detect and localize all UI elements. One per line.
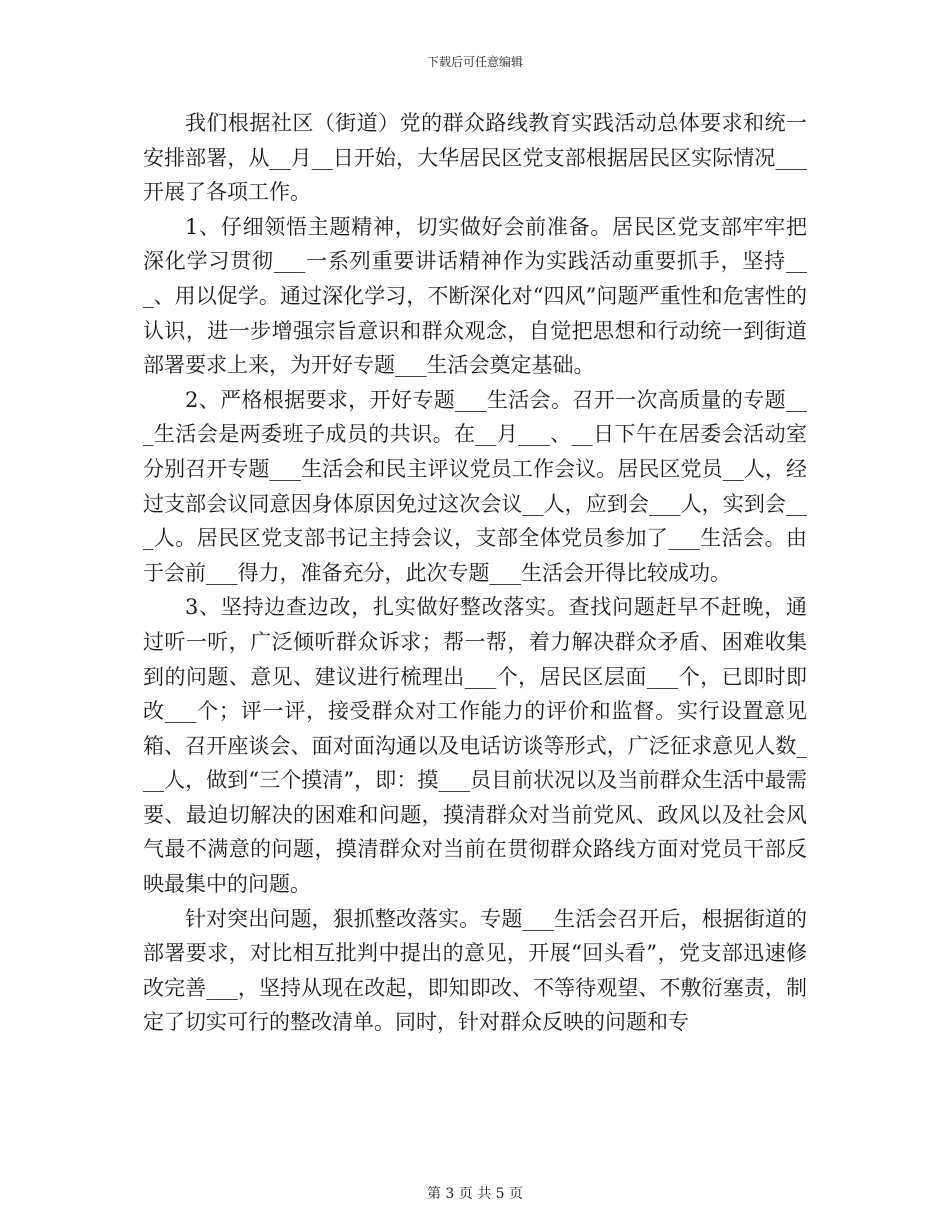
document-body	[143, 106, 807, 1040]
paragraph-intro: 我们根据社区（街道）党的群众路线教育实践活动总体要求和统一安排部署，从__月__日开始，大华居民区党支部根据居民区实际情况___开展了各项工作。	[143, 111, 807, 205]
paragraph-2: 2、严格根据要求，开好专题___生活会。召开一次高质量的专题___生活会是两委班子成员的共识。在__月___、__日下午在居委会活动室分别召开专题___生活会和民主评议党员工作会议。居民区党员__人，经过支部会议同意因身体原因免过这次会议__人，应到会___人，实到会___人。居民区党支部书记主持会议，支部全体党员参加了___生活会。由于会前___得力，准备充分，此次专题___生活会开得比较成功。	[143, 387, 807, 585]
paragraph-3: 3、坚持边查边改，扎实做好整改落实。查找问题赶早不赶晚，通过听一听，广泛倾听群众诉求；帮一帮，着力解决群众矛盾、困难收集到的问题、意见、建议进行梳理出___个，居民区层面___个，已即时即改___个；评一评，接受群众对工作能力的评价和监督。实行设置意见箱、召开座谈会、面对面沟通以及电话访谈等形式，广泛征求意见人数___人，做到“三个摸清”，即：摸___员目前状况以及当前群众生活中最需要、最迫切解决的困难和问题，摸清群众对当前党风、政风以及社会风气最不满意的问题，摸清群众对当前在贯彻群众路线方面对党员干部反映最集中的问题。	[143, 595, 807, 897]
page-header: 下载后可任意编辑	[426, 55, 523, 69]
paragraph-1: 1、仔细领悟主题精神，切实做好会前准备。居民区党支部牢牢把深化学习贯彻___一系列重要讲话精神作为实践活动重要抓手，坚持___、用以促学。通过深化学习，不断深化对“四风”问题严重性和危害性的认识，进一步增强宗旨意识和群众观念，自觉把思想和行动统一到街道部署要求上来，为开好专题___生活会奠定基础。	[143, 214, 807, 378]
page-footer: 第 3 页 共 5 页	[426, 1186, 524, 1202]
paragraph-4: 针对突出问题，狠抓整改落实。专题___生活会召开后，根据街道的部署要求，对比相互批判中提出的意见，开展“回头看”，党支部迅速修改完善___，坚持从现在改起，即知即改、不等待观望、不敷衍塞责，制定了切实可行的整改清单。同时，针对群众反映的问题和专	[143, 906, 807, 1035]
